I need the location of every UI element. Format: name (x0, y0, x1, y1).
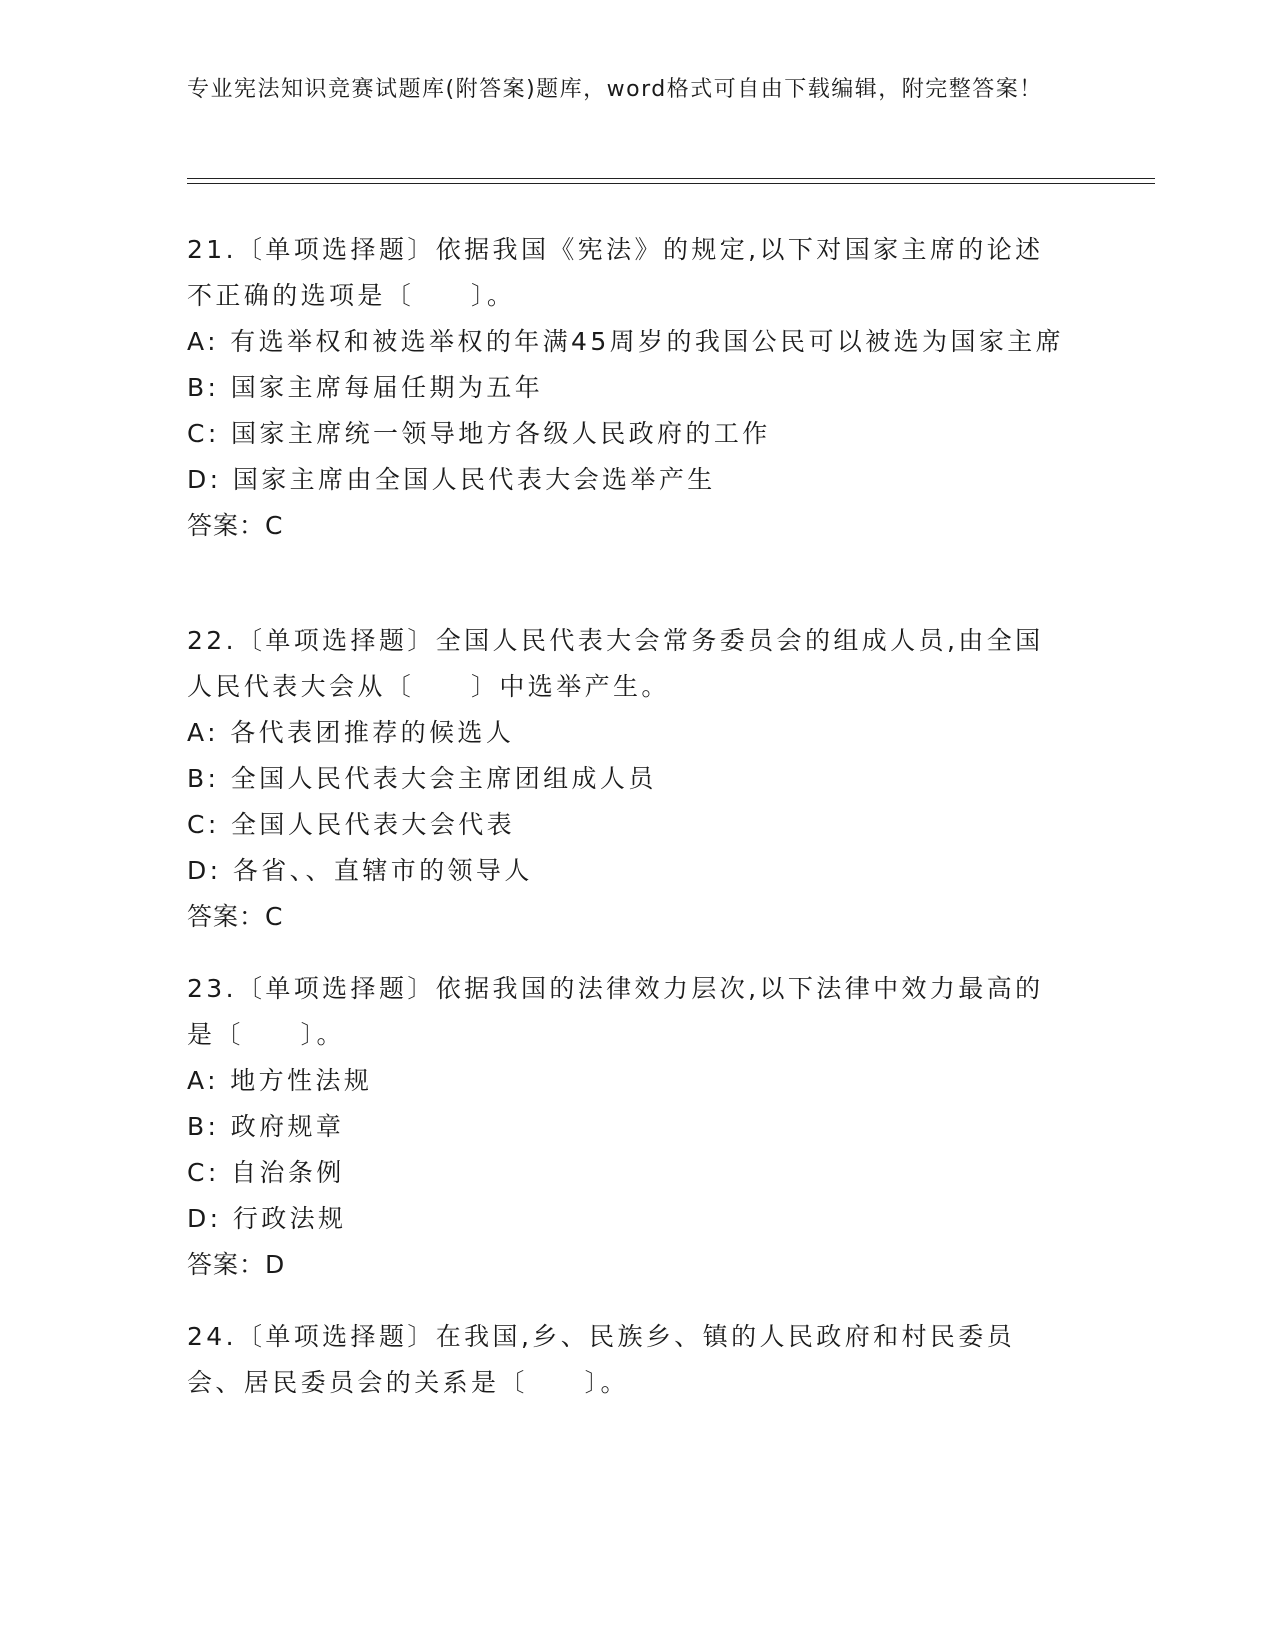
question-stem: 22.〔单项选择题〕全国人民代表大会常务委员会的组成人员,由全国人民代表大会从〔 〕中选举产生。 (187, 626, 1044, 701)
option-d: D: 国家主席由全国人民代表大会选举产生 (187, 465, 716, 494)
question-21 (187, 227, 1067, 549)
question-22 (187, 618, 1067, 940)
option-a: A: 地方性法规 (187, 1066, 373, 1095)
header-rule-top (187, 178, 1155, 179)
option-a: A: 有选举权和被选举权的年满45周岁的我国公民可以被选为国家主席 (187, 327, 1065, 356)
question-stem: 23.〔单项选择题〕依据我国的法律效力层次,以下法律中效力最高的是〔 〕。 (187, 974, 1044, 1049)
question-24 (187, 1314, 1067, 1406)
option-d: D: 各省、、直辖市的领导人 (187, 856, 533, 885)
header-rule-bottom (187, 183, 1155, 184)
question-stem: 24.〔单项选择题〕在我国,乡、民族乡、镇的人民政府和村民委员会、居民委员会的关系是〔 〕。 (187, 1322, 1016, 1397)
question-stem: 21.〔单项选择题〕依据我国《宪法》的规定,以下对国家主席的论述不正确的选项是〔 〕。 (187, 235, 1044, 310)
answer-label: 答案：D (187, 1250, 286, 1279)
document-header: 专业宪法知识竞赛试题库(附答案)题库，word格式可自由下载编辑，附完整答案！ (187, 77, 1043, 102)
option-d: D: 行政法规 (187, 1204, 347, 1233)
option-c: C: 自治条例 (187, 1158, 345, 1187)
option-b: B: 全国人民代表大会主席团组成人员 (187, 764, 657, 793)
answer-label: 答案：C (187, 902, 284, 931)
option-c: C: 全国人民代表大会代表 (187, 810, 516, 839)
option-b: B: 政府规章 (187, 1112, 345, 1141)
question-23 (187, 966, 1067, 1288)
answer-label: 答案：C (187, 511, 284, 540)
option-b: B: 国家主席每届任期为五年 (187, 373, 544, 402)
option-a: A: 各代表团推荐的候选人 (187, 718, 515, 747)
option-c: C: 国家主席统一领导地方各级人民政府的工作 (187, 419, 771, 448)
